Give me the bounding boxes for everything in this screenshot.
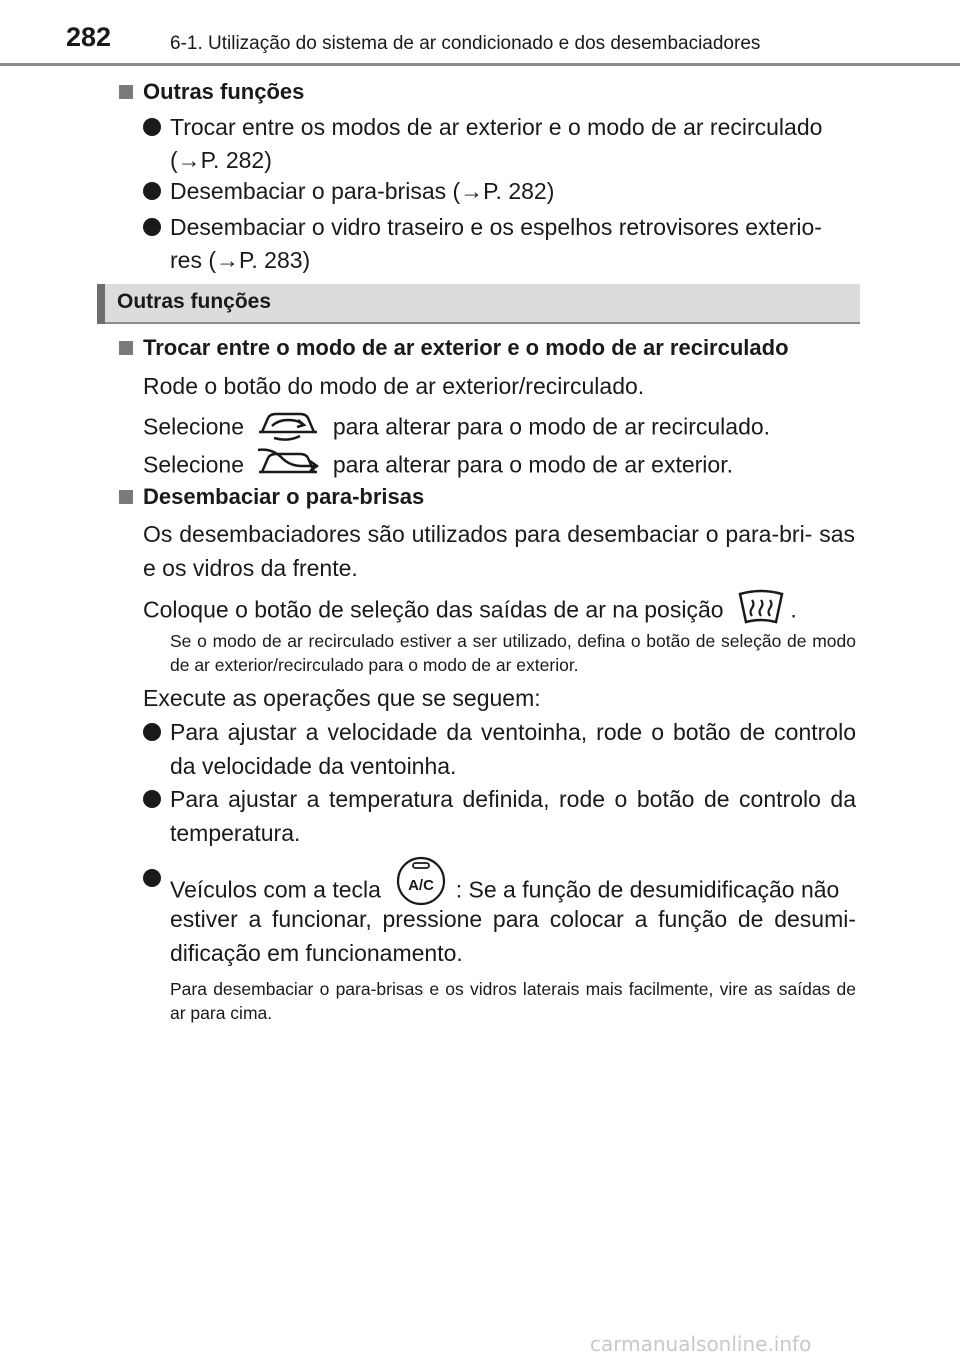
defog-bullet-3-continuation: estiver a funcionar, pressione para colocar a função de desumi- dificação em funcionamento.	[170, 906, 856, 966]
square-bullet-icon	[119, 85, 133, 99]
recirc-select-suffix: para alterar para o modo de ar recirculado.	[332, 413, 771, 440]
defog-note-1: Se o modo de ar recirculado estiver a ser utilizado, defina o botão de seleção de modo de ar exterior/recirculado para o modo de ar exterior.	[170, 631, 856, 675]
round-bullet-icon	[143, 218, 161, 236]
recirc-heading: Trocar entre o modo de ar exterior e o modo de ar recirculado	[143, 335, 789, 360]
defog-bullet-3-suffix: : Se a função de desumidificação não	[455, 876, 840, 903]
defog-position-line	[143, 588, 797, 635]
header-rule	[0, 63, 960, 66]
outside-select-prefix: Selecione	[143, 451, 245, 478]
defog-position-text: Coloque o botão de seleção das saídas de ar na posição	[143, 596, 724, 623]
defog-bullet-3-prefix: Veículos com a tecla	[170, 876, 381, 903]
round-bullet-icon	[143, 118, 161, 136]
recirc-line1: Rode o botão do modo de ar exterior/recirculado.	[143, 373, 645, 399]
intro-bullet-3-line1: Desembaciar o vidro traseiro e os espelhos retrovisores exterio-	[170, 214, 822, 240]
watermark: carmanualsonline.info	[590, 1332, 812, 1356]
intro-heading: Outras funções	[143, 79, 305, 104]
intro-bullet-1-line1: Trocar entre os modos de ar exterior e o modo de ar recirculado	[170, 114, 823, 140]
round-bullet-icon	[143, 182, 161, 200]
defog-bullet-1: Para ajustar a velocidade da ventoinha, rode o botão de controlo da velocidade da ventoinha.	[170, 719, 856, 779]
outside-select-line	[143, 444, 733, 489]
defog-bullet-2: Para ajustar a temperatura definida, rode o botão de controlo da temperatura.	[170, 786, 856, 846]
section-title-bar	[97, 284, 860, 324]
defog-position-end: .	[790, 596, 797, 623]
defog-heading: Desembaciar o para-brisas	[143, 484, 425, 509]
outside-air-icon	[256, 444, 320, 489]
ac-button-label: A/C	[408, 877, 435, 894]
intro-bullet-1-line2: (→P. 282)	[170, 147, 272, 173]
round-bullet-icon	[143, 790, 161, 808]
chapter-title: 6-1. Utilização do sistema de ar condicionado e dos desembaciadores	[170, 33, 761, 54]
intro-bullet-2: Desembaciar o para-brisas (→P. 282)	[170, 178, 555, 204]
section-bar-accent	[97, 284, 105, 324]
section-title: Outras funções	[117, 290, 272, 313]
round-bullet-icon	[143, 723, 161, 741]
page-number: 282	[66, 22, 112, 52]
defog-paragraph: Os desembaciadores são utilizados para desembaciar o para-bri- sas e os vidros da frente.	[143, 521, 855, 581]
round-bullet-icon	[143, 869, 161, 887]
square-bullet-icon	[119, 490, 133, 504]
page-header	[0, 0, 960, 66]
defog-ops-intro: Execute as operações que se seguem:	[143, 685, 541, 711]
square-bullet-icon	[119, 341, 133, 355]
windshield-defogger-icon	[738, 588, 784, 635]
recirc-select-prefix: Selecione	[143, 413, 245, 440]
intro-bullet-3-line2: res (→P. 283)	[170, 247, 311, 273]
outside-select-suffix: para alterar para o modo de ar exterior.	[332, 451, 733, 478]
defog-note-2: Para desembaciar o para-brisas e os vidros laterais mais facilmente, vire as saídas de ar para cima.	[170, 979, 856, 1023]
